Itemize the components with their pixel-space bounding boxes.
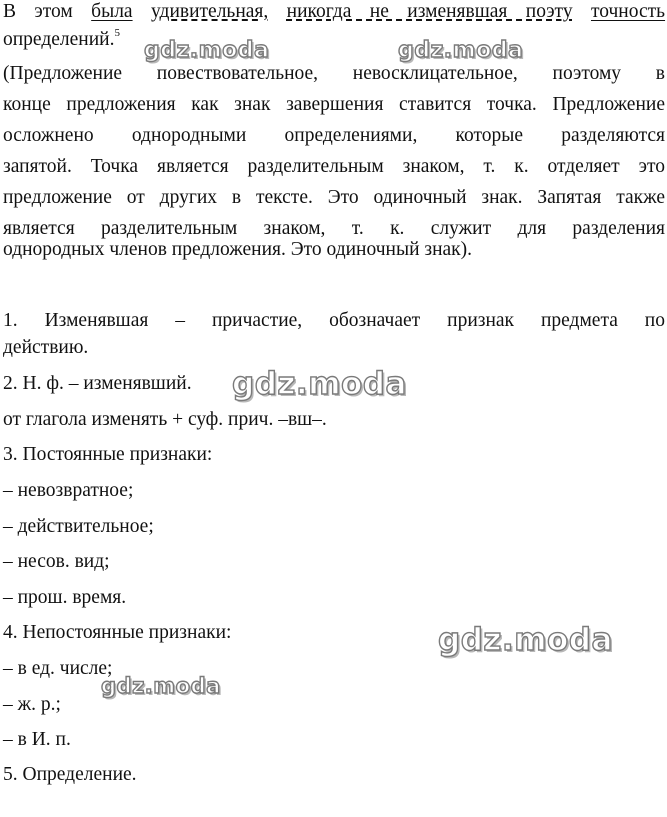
list-item: – в ед. числе;	[3, 658, 113, 679]
list-item: – прош. время.	[3, 587, 127, 608]
explanation-line: предложение от других в тексте. Это одиночный знак. Запятая также	[3, 187, 665, 208]
analysis-item-3: 3. Постоянные признаки:	[3, 444, 213, 465]
watermark: gdz.moda	[144, 38, 270, 63]
explanation-line: запятой. Точка является разделительным знаком, т. к. отделяет это	[3, 156, 665, 177]
explanation-line: является разделительным знаком, т. к. служит для разделения	[3, 218, 665, 239]
list-item: – в И. п.	[3, 729, 71, 750]
predicate-word: точность	[590, 1, 666, 22]
analysis-item-2: 2. Н. ф. – изменявший.	[3, 373, 192, 394]
analysis-item-1-cont: действию.	[3, 337, 89, 358]
participial-phrase: никогда не изменявшая поэту	[286, 1, 573, 22]
list-item: – невозвратное;	[3, 480, 134, 501]
sentence-line-1	[3, 1, 665, 23]
sentence-end: определений.	[3, 29, 115, 50]
sentence-line-2	[3, 29, 120, 51]
watermark: gdz.moda	[398, 38, 524, 63]
list-item: – несов. вид;	[3, 551, 110, 572]
watermark: gdz.moda	[101, 674, 221, 698]
explanation-line: конце предложения как знак завершения ставится точка. Предложение	[3, 94, 665, 115]
explanation-line: осложнено однородными определениями, которые разделяются	[3, 125, 665, 146]
explanation-line: однородных членов предложения. Это одиночный знак).	[3, 239, 473, 260]
subject-word: была	[91, 1, 133, 22]
definition-word: удивительная,	[151, 1, 269, 22]
list-item: – ж. р.;	[3, 694, 61, 715]
explanation-line: (Предложение повествовательное, невосклицательное, поэтому в	[3, 63, 665, 84]
analysis-item-1: 1. Изменявшая – причастие, обозначает признак предмета по	[3, 310, 665, 331]
watermark: gdz.moda	[232, 366, 407, 402]
analysis-item-5: 5. Определение.	[3, 764, 137, 785]
watermark: gdz.moda	[438, 622, 613, 658]
analysis-item-4: 4. Непостоянные признаки:	[3, 622, 232, 643]
list-item: – действительное;	[3, 516, 154, 537]
footnote-mark: 5	[114, 27, 120, 39]
word: В этом	[3, 1, 73, 22]
analysis-item-2-cont: от глагола изменять + суф. прич. –вш–.	[3, 409, 327, 430]
